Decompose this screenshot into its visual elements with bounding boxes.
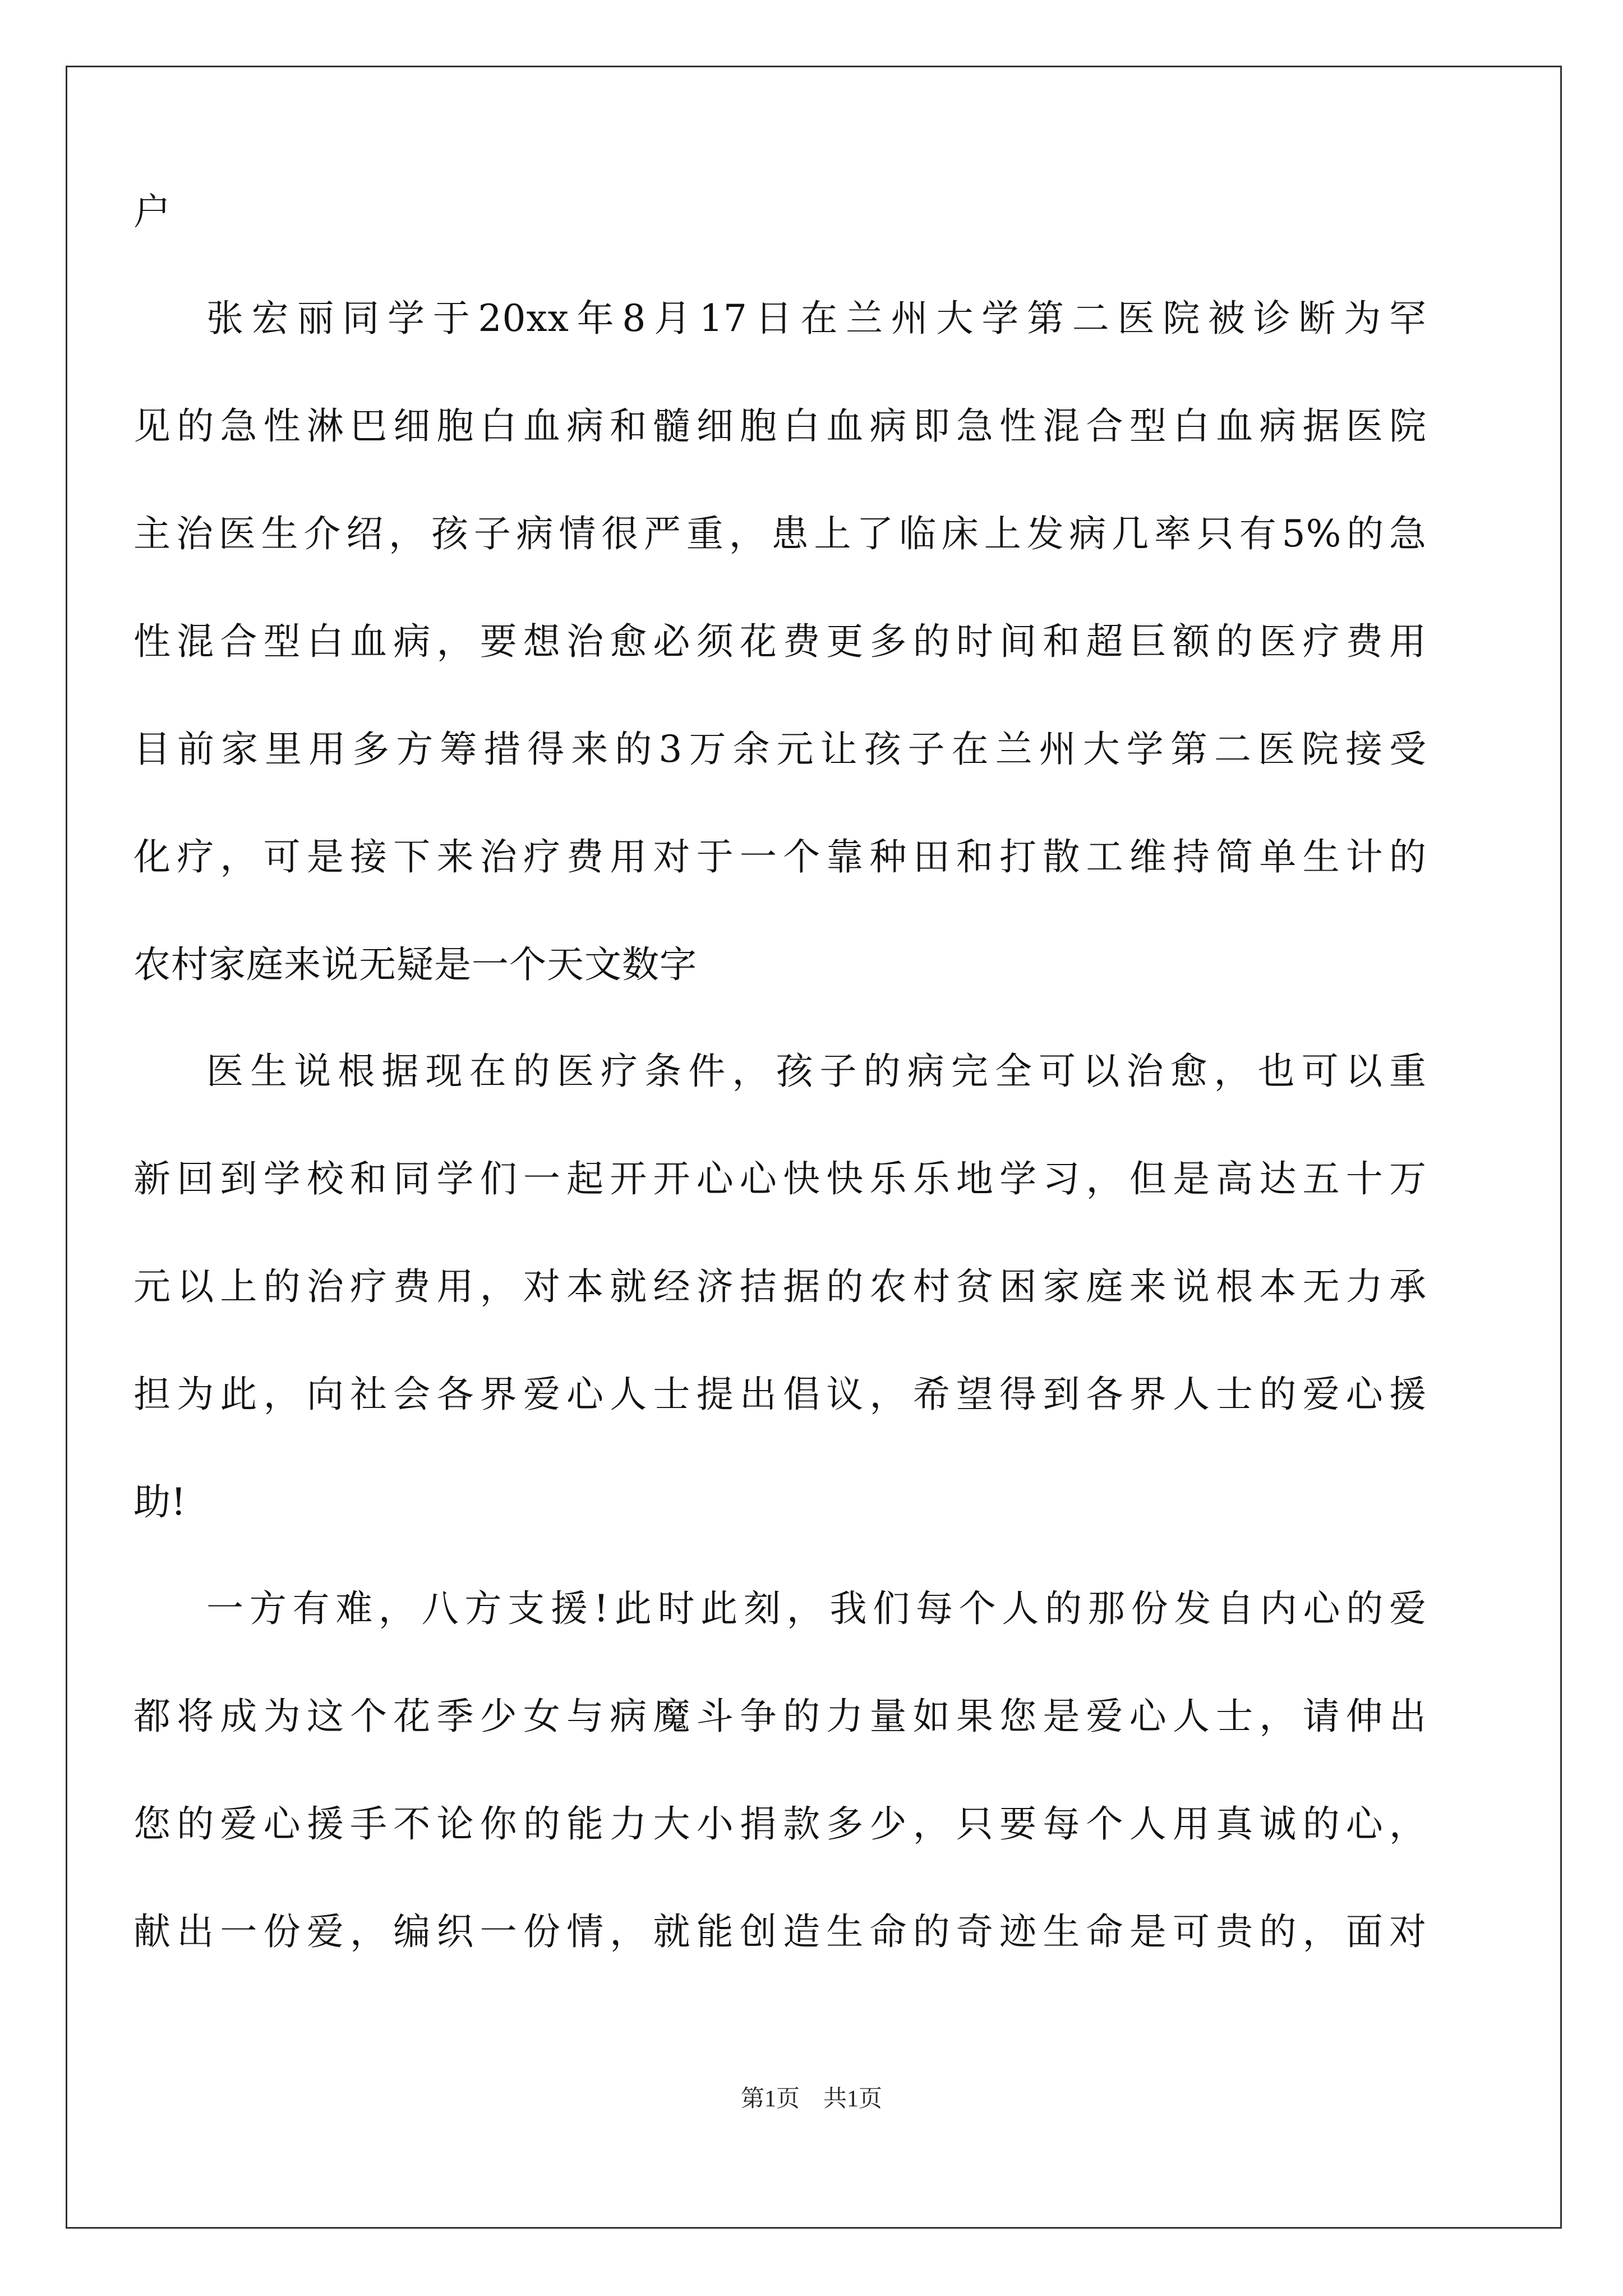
paragraph-line: 您的爱心援手不论你的能力大小捐款多少，只要每个人用真诚的心， [133,1802,1427,1846]
paragraph-line: 一方有难，八方支援!此时此刻，我们每个人的那份发自内心的爱 [206,1587,1427,1630]
paragraph-line: 户 [133,190,171,233]
paragraph-line: 新回到学校和同学们一起开开心心快快乐乐地学习，但是高达五十万 [133,1157,1427,1200]
paragraph-line: 助! [133,1480,187,1524]
page-footer: 第1页 共1页 [740,2086,882,2112]
paragraph-line: 见的急性淋巴细胞白血病和髓细胞白血病即急性混合型白血病据医院 [133,404,1427,448]
paragraph-line: 献出一份爱，编织一份情，就能创造生命的奇迹生命是可贵的，面对 [133,1910,1427,1953]
paragraph-line: 性混合型白血病，要想治愈必须花费更多的时间和超巨额的医疗费用 [133,620,1427,663]
paragraph-line: 化疗，可是接下来治疗费用对于一个靠种田和打散工维持简单生计的 [133,835,1427,878]
paragraph-line: 张宏丽同学于20xx年8月17日在兰州大学第二医院被诊断为罕 [206,297,1427,340]
paragraph-line: 农村家庭来说无疑是一个天文数字 [133,943,697,986]
paragraph-line: 医生说根据现在的医疗条件，孩子的病完全可以治愈，也可以重 [206,1050,1427,1093]
paragraph-line: 主治医生介绍，孩子病情很严重，患上了临床上发病几率只有5%的急 [133,512,1427,555]
paragraph-line: 都将成为这个花季少女与病魔斗争的力量如果您是爱心人士，请伸出 [133,1695,1427,1738]
paragraph-line: 担为此，向社会各界爱心人士提出倡议，希望得到各界人士的爱心援 [133,1373,1427,1416]
paragraph-line: 元以上的治疗费用，对本就经济拮据的农村贫困家庭来说根本无力承 [133,1265,1427,1308]
paragraph-line: 目前家里用多方筹措得来的3万余元让孩子在兰州大学第二医院接受 [133,728,1427,771]
